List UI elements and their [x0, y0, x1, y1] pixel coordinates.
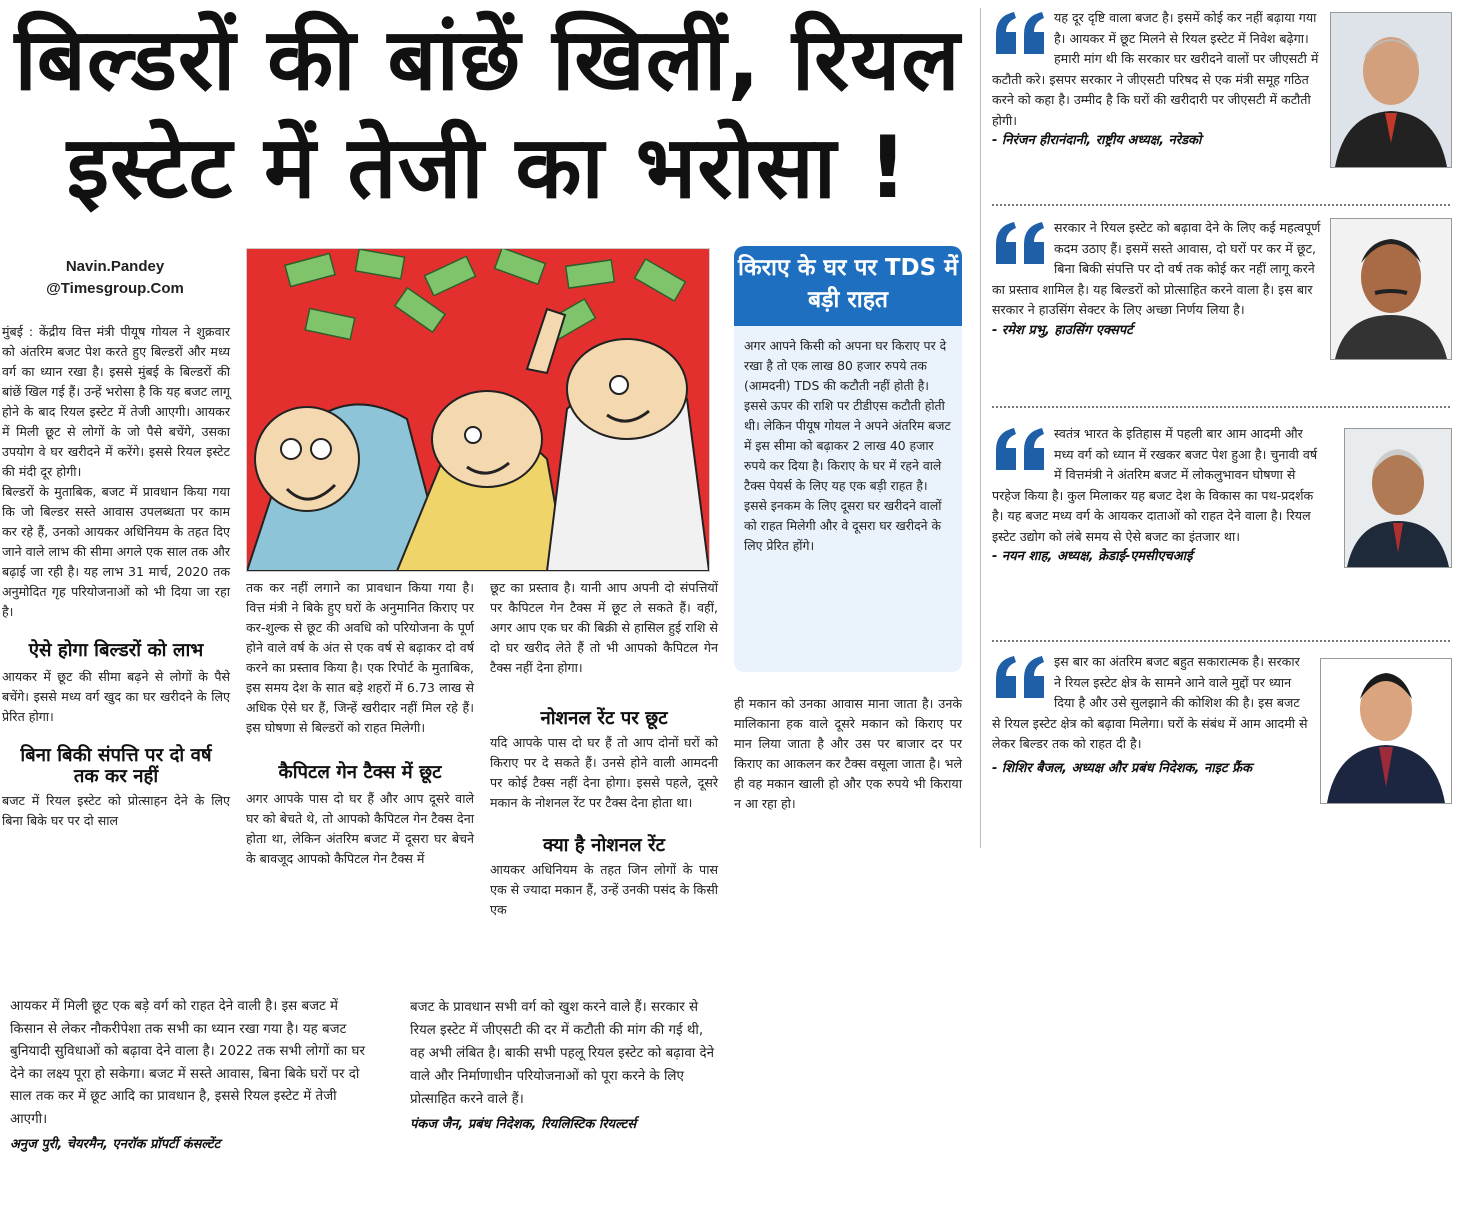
quote-divider: [992, 204, 1450, 206]
col4-para-1: ही मकान को उनका आवास माना जाता है। उनके मालिकाना हक वाले दूसरे मकान को किराए पर मान लिया जाता है और उस पर बाजार दर पर किराए का आकलन कर टैक्स वसूला जाता है। भले ही वह मकान खाली हो और एक रुपये भी किराया न आ रहा हो।: [734, 696, 962, 811]
tds-box-title: किराए के घर पर TDS में बड़ी राहत: [734, 246, 962, 326]
headline-line-1: बिल्डरों की बांछें खिलीं, रियल: [14, 10, 961, 110]
col1-para-4: बजट में रियल इस्टेट को प्रोत्साहन देने के लिए बिना बिके घर पर दो साल: [2, 793, 230, 828]
article-column-4: [734, 694, 962, 814]
quote-mark-icon: [992, 220, 1048, 264]
quote-author: - रमेश प्रभु, हाउसिंग एक्सपर्ट: [992, 322, 1133, 338]
col3-para-2: यदि आपके पास दो घर हैं तो आप दोनों घरों को किराए पर दे सकते हैं। उनसे होने वाली आमदनी पर कोई टैक्स नहीं देना होगा। इससे पहले, दूसरे मकान के नोशनल रेंट पर टैक्स देना होता था।: [490, 735, 718, 810]
col3-para-3: आयकर अधिनियम के तहत जिन लोगों के पास एक से ज्यादा मकान हैं, उन्हें उनकी पसंद के किसी एक: [490, 862, 718, 917]
quote-divider: [992, 406, 1450, 408]
quote-text: स्वतंत्र भारत के इतिहास में पहली बार आम आदमी और मध्य वर्ग को ध्यान में रखकर बजट पेश हुआ है। चुनावी वर्ष में वित्तमंत्री ने अंतरिम बजट में लोकलुभावन घोषणा से परहेज किया है। कुल मिलाकर यह बजट देश के विकास का पथ-प्रदर्शक है। यह बजट मध्य वर्ग के आयकर दाताओं को राहत देने वाला है। रियल इस्टेट उद्योग को लंबे समय से ऐसे बजट का इंतजार था।: [992, 426, 1318, 544]
portrait-photo: [1344, 428, 1452, 568]
col1-intro: मुंबई : केंद्रीय वित्त मंत्री पीयूष गोयल ने शुक्रवार को अंतरिम बजट पेश करते हुए बिल्डरों और मध्य वर्ग का ध्यान रखा है। इससे मुंबई के बिल्डरों की बांछें खिल गई हैं। उन्हें भरोसा है कि यह बजट लागू होने के बाद रियल इस्टेट में तेजी आएगी। आयकर में मिली छूट से लोगों के जो पैसे बचेंगे, उसका उपयोग वे घर खरीदने में करेंगे। इससे रियल इस्टेट की मंदी दूर होगी।: [2, 324, 230, 479]
subheading-capital-gains: कैपिटल गेन टैक्स में छूट: [278, 762, 442, 783]
quote-shishir-baijal: [992, 652, 1310, 779]
quote-ramesh-prabhu: [992, 218, 1322, 341]
article-column-3: [490, 578, 718, 920]
byline-name: Navin.Pandey: [65, 258, 165, 275]
col2-para-1: तक कर नहीं लगाने का प्रावधान किया गया है। वित्त मंत्री ने बिके हुए घरों के अनुमानित किराए पर कर-शुल्क से छूट की अवधि को परियोजना के पूर्ण होने वाले वर्ष के अंत से एक वर्ष से बढ़ाकर दो वर्ष करने का प्रस्ताव किया है। एक रिपोर्ट के मुताबिक, इस समय देश के सात बड़े शहरों में 6.73 लाख से अधिक ऐसे घर हैं, जिन्हें खरीदार नहीं मिल रहे हैं। इस घोषणा से बिल्डरों को राहत मिलेगी।: [246, 580, 474, 735]
col1-para-3: आयकर में छूट की सीमा बढ़ने से लोगों के पैसे बचेंगे। इससे मध्य वर्ग खुद का घर खरीदने के लिए प्रेरित होगा।: [2, 669, 230, 724]
quote-author: - निरंजन हीरानंदानी, राष्ट्रीय अध्यक्ष, नरेडको: [992, 133, 1202, 148]
quote-author: पंकज जैन, प्रबंध निदेशक, रियलिस्टिक रियल्टर्स: [410, 1117, 637, 1132]
cartoon-illustration: [246, 248, 710, 572]
col3-para-1: छूट का प्रस्ताव है। यानी आप अपनी दो संपत्तियों पर कैपिटल गेन टैक्स में छूट ले सकते हैं। वहीं, अगर आप एक घर की बिक्री से हासिल हुई राशि से दो घर खरीद लेते हैं तो भी आपको कैपिटल गेन टैक्स नहीं देना होगा।: [490, 580, 718, 675]
col2-para-2: अगर आपके पास दो घर हैं और आप दूसरे वाले घर को बेचते थे, तो आपको कैपिटल गेन टैक्स देना होता था, लेकिन अंतरिम बजट में दूसरा घर बेचने के बावजूद आपको कैपिटल गेन टैक्स में: [246, 791, 474, 866]
quote-author: - नयन शाह, अध्यक्ष, क्रेडाई-एमसीएचआई: [992, 549, 1193, 564]
subheading-unsold-property: बिना बिकी संपत्ति पर दो वर्ष तक कर नहीं: [20, 745, 212, 787]
sidebar-divider: [980, 8, 981, 848]
quote-text: इस बार का अंतरिम बजट बहुत सकारात्मक है। सरकार ने रियल इस्टेट क्षेत्र के सामने आने वाले मुद्दों पर ध्यान दिया है और उसे सुलझाने की कोशिश की है। इस बजट से रियल इस्टेट क्षेत्र को बढ़ावा मिलेगा। घरों के संबंध में आम आदमी से लेकर बिल्डर तक को राहत दी है।: [992, 654, 1308, 751]
quote-author: - शिशिर बैजल, अध्यक्ष और प्रबंध निदेशक, नाइट फ्रैंक: [992, 760, 1253, 776]
quote-mark-icon: [992, 426, 1048, 470]
quote-text: यह दूर दृष्टि वाला बजट है। इसमें कोई कर नहीं बढ़ाया गया है। आयकर में छूट मिलने से रियल इस्टेट में निवेश बढ़ेगा। हमारी मांग थी कि सरकार घर खरीदने वालों पर जीएसटी में कटौती करे। इसपर सरकार ने जीएसटी परिषद से एक मंत्री समूह गठित करने को कहा है। उम्मीद है कि घरों की खरीदारी पर जीएसटी में कटौती होगी।: [992, 10, 1319, 128]
quote-anuj-puri: [10, 996, 370, 1155]
subheading-notional-rent-relief: नोशनल रेंट पर छूट: [540, 708, 668, 729]
article-column-1: [2, 322, 230, 831]
quote-nayan-shah: [992, 424, 1322, 567]
quote-author: अनुज पुरी, चेयरमैन, एनरॉक प्रॉपर्टी कंसल्टेंट: [10, 1137, 221, 1152]
quote-pankaj-jain: [410, 996, 716, 1135]
tds-box-body: अगर आपने किसी को अपना घर किराए पर दे रखा है तो एक लाख 80 हजार रुपये तक (आमदनी) TDS की कटौती नहीं होती है। इससे ऊपर की राशि पर टीडीएस कटौती होती थी। लेकिन पीयूष गोयल ने अपने अंतरिम बजट में इस सीमा को बढ़ाकर 2 लाख 40 हजार रुपये कर दिया है। किराए के घर में रहने वाले टैक्स पेयर्स के लिए यह एक बड़ी राहत है। इससे इनकम के लिए दूसरा घर खरीदने वालों को राहत मिलेगी और वे दूसरा घर खरीदने के लिए प्रेरित होंगे।: [744, 338, 951, 553]
byline-handle: @Timesgroup.Com: [46, 280, 184, 297]
headline: [0, 6, 975, 222]
byline: [30, 256, 200, 300]
portrait-photo: [1330, 218, 1452, 360]
headline-line-2: इस्टेट में तेजी का भरोसा !: [66, 118, 909, 218]
quote-mark-icon: [992, 10, 1048, 54]
article-column-2: [246, 578, 474, 869]
quote-niranjan-hiranandani: [992, 8, 1322, 151]
portrait-photo: [1330, 12, 1452, 168]
tds-relief-box: [734, 246, 962, 672]
subheading-what-is-notional-rent: क्या है नोशनल रेंट: [543, 835, 665, 856]
quote-divider: [992, 640, 1450, 642]
quote-text: आयकर में मिली छूट एक बड़े वर्ग को राहत देने वाली है। इस बजट में किसान से लेकर नौकरीपेशा तक सभी का ध्यान रखा गया है। यह बजट बुनियादी सुविधाओं को बढ़ावा देने वाला है। 2022 तक सभी लोगों का घर देने का लक्ष्य पूरा हो सकेगा। बजट में सस्ते आवास, बिना बिके घरों पर दो साल तक कर में छूट आदि का प्रावधान है, इससे रियल इस्टेट में तेजी आएगी।: [10, 999, 365, 1127]
portrait-photo: [1320, 658, 1452, 804]
quote-text: बजट के प्रावधान सभी वर्ग को खुश करने वाले हैं। सरकार से रियल इस्टेट में जीएसटी की दर में कटौती की मांग की गई थी, वह अभी लंबित है। बाकी सभी पहलू रियल इस्टेट को बढ़ावा देने वाले और निर्माणाधीन परियोजनाओं को पूरा करने के लिए प्रोत्साहित करने वाले हैं।: [410, 1000, 715, 1107]
subheading-builder-benefit: ऐसे होगा बिल्डरों को लाभ: [28, 640, 204, 661]
col1-para-2: बिल्डरों के मुताबिक, बजट में प्रावधान किया गया कि जो बिल्डर सस्ते आवास उपलब्धता पर काम कर रहे हैं, उनको आयकर अधिनियम के तहत दिए जाने वाले लाभ की सीमा अगले एक साल तक और बढ़ाई जा रही है। यह लाभ 31 मार्च, 2020 तक अनुमोदित गृह परियोजनाओं को भी दिया जा रहा है।: [2, 484, 230, 619]
quote-text: सरकार ने रियल इस्टेट को बढ़ावा देने के लिए कई महत्वपूर्ण कदम उठाए हैं। इसमें सस्ते आवास, दो घरों पर कर में छूट, बिना बिकी संपत्ति पर दो वर्ष तक कोई कर नहीं लागू करने का प्रस्ताव शामिल है। यह बिल्डरों को प्रोत्साहित करने वाला है। इस बार सरकार ने हाउसिंग सेक्टर के लिए अच्छा निर्णय लिया है।: [992, 220, 1321, 317]
cartoon-drawing: [247, 249, 709, 571]
quote-mark-icon: [992, 654, 1048, 698]
